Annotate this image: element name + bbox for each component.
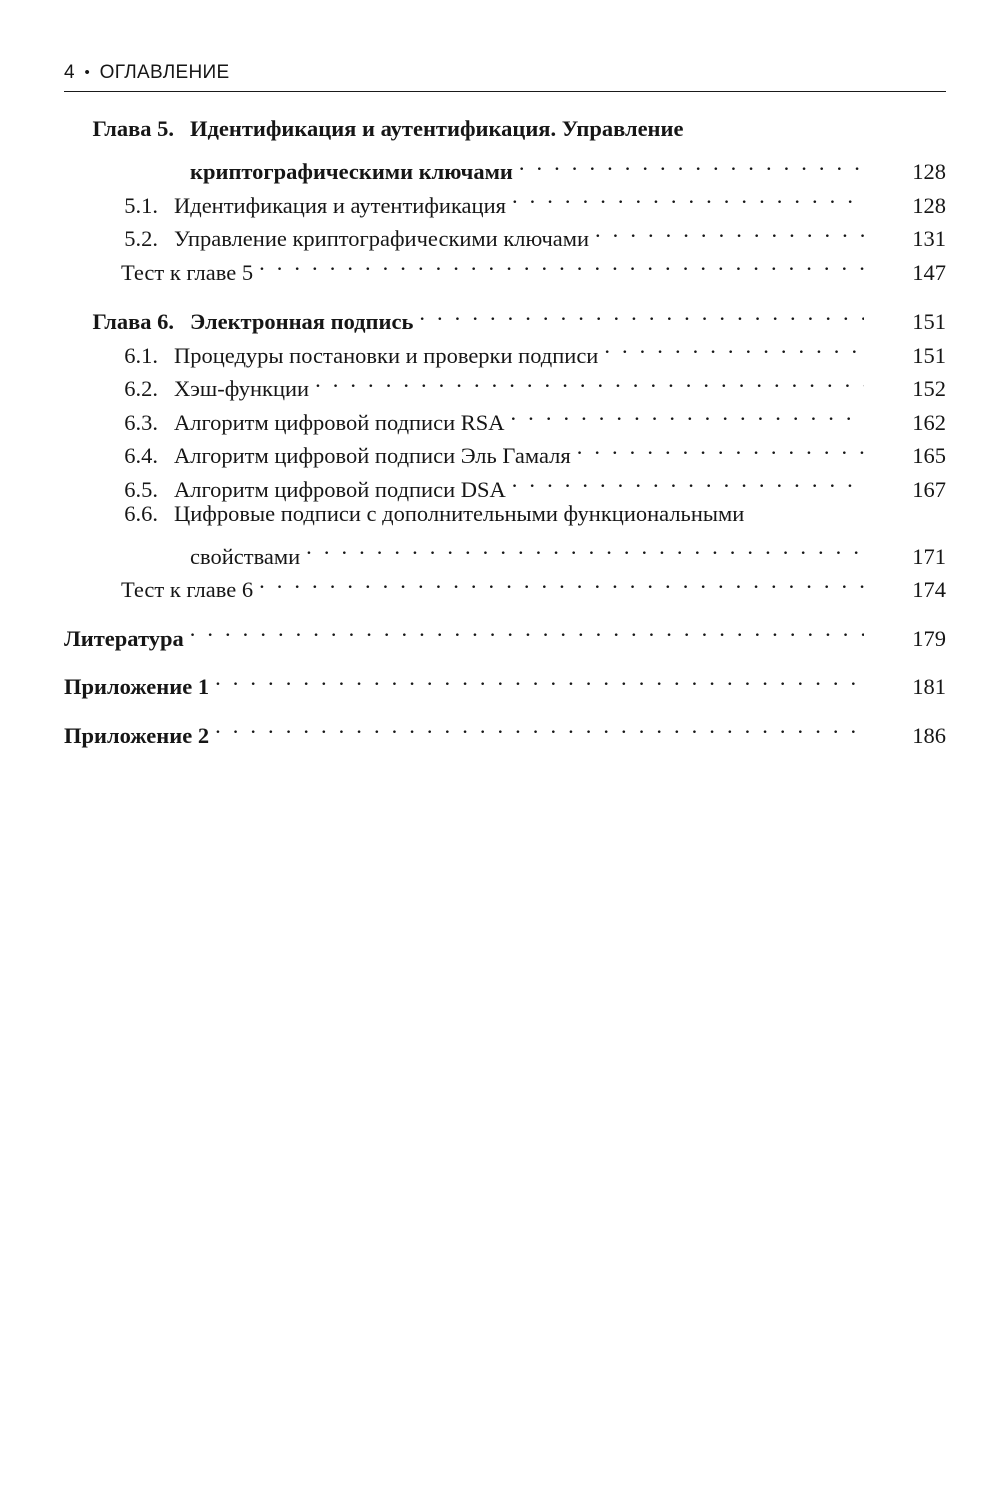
page-number: 147 (912, 259, 946, 285)
section-number: 6.2. (124, 376, 158, 401)
table-of-contents (64, 112, 946, 748)
page-number: 152 (912, 376, 946, 401)
chapter-6-heading[interactable] (64, 296, 946, 334)
dot-leader (213, 661, 864, 695)
dot-leader (575, 430, 864, 464)
chapter-label: Глава 6. (92, 309, 174, 334)
running-head (64, 60, 946, 87)
back-matter-title: Приложение 2 (64, 722, 210, 748)
toc-entry-6-6[interactable] (64, 497, 946, 531)
toc-entry-appendix-1[interactable] (64, 661, 946, 699)
page-number: 167 (912, 476, 946, 502)
header-page-number: 4 (64, 62, 75, 83)
page-number: 171 (912, 543, 946, 569)
page-number: 174 (912, 577, 946, 602)
chapter-5-heading[interactable] (64, 112, 946, 146)
bullet-icon: • (84, 64, 91, 81)
chapter-title: Идентификация и аутентификация. Управление (190, 116, 684, 141)
dot-leader (517, 146, 864, 180)
test-title: Тест к главе 6 (121, 577, 254, 602)
toc-entry-references[interactable] (64, 612, 946, 651)
dot-leader (602, 329, 864, 363)
section-number: 6.6. (124, 500, 158, 526)
section-title: Управление криптографическими ключами (174, 226, 590, 251)
chapter-5-heading-continuation[interactable] (64, 146, 946, 184)
back-matter-title: Приложение 1 (64, 674, 210, 699)
chapter-title-continuation: криптографическими ключами (190, 159, 513, 184)
section-title: Хэш-функции (174, 376, 310, 401)
dot-leader (417, 296, 864, 330)
section-number: 6.5. (124, 476, 158, 502)
dot-leader (304, 530, 864, 564)
page-number: 186 (912, 722, 946, 748)
page-number: 165 (912, 443, 946, 468)
section-title: Идентификация и аутентификация (174, 192, 506, 218)
section-title: Цифровые подписи с дополнительными функциональными (174, 500, 745, 526)
dot-leader (313, 363, 864, 397)
test-title: Тест к главе 5 (121, 259, 254, 285)
dot-leader (510, 463, 864, 497)
page-number: 151 (912, 342, 946, 368)
chapter-label: Глава 5. (92, 116, 174, 141)
section-number: 5.1. (124, 192, 158, 218)
page-number: 181 (912, 674, 946, 699)
section-title: Алгоритм цифровой подписи DSA (174, 476, 506, 502)
toc-entry-6-6-continuation[interactable] (64, 530, 946, 569)
dot-leader (257, 246, 864, 280)
section-title-continuation: свойствами (190, 543, 301, 569)
section-title: Процедуры постановки и проверки подписи (174, 342, 599, 368)
section-title: Алгоритм цифровой подписи RSA (174, 409, 505, 435)
section-title: Алгоритм цифровой подписи Эль Гамаля (174, 443, 571, 468)
page-number: 179 (912, 625, 946, 651)
page-number: 128 (912, 192, 946, 218)
section-number: 6.4. (124, 443, 158, 468)
page-number: 131 (912, 226, 946, 251)
dot-leader (213, 709, 864, 743)
section-number: 6.3. (124, 409, 158, 435)
header-rule (64, 91, 946, 92)
page-number: 162 (912, 409, 946, 435)
toc-entry-appendix-2[interactable] (64, 709, 946, 748)
dot-leader (593, 213, 864, 247)
dot-leader (257, 564, 864, 598)
section-number: 6.1. (124, 342, 158, 368)
chapter-title: Электронная подпись (190, 309, 414, 334)
header-section-title: ОГЛАВЛЕНИЕ (99, 62, 230, 83)
dot-leader (509, 396, 864, 430)
section-number: 5.2. (124, 226, 158, 251)
page-number: 128 (912, 159, 946, 184)
dot-leader (188, 612, 864, 646)
dot-leader (510, 179, 864, 213)
back-matter-title: Литература (64, 625, 184, 651)
page-number: 151 (912, 309, 946, 334)
